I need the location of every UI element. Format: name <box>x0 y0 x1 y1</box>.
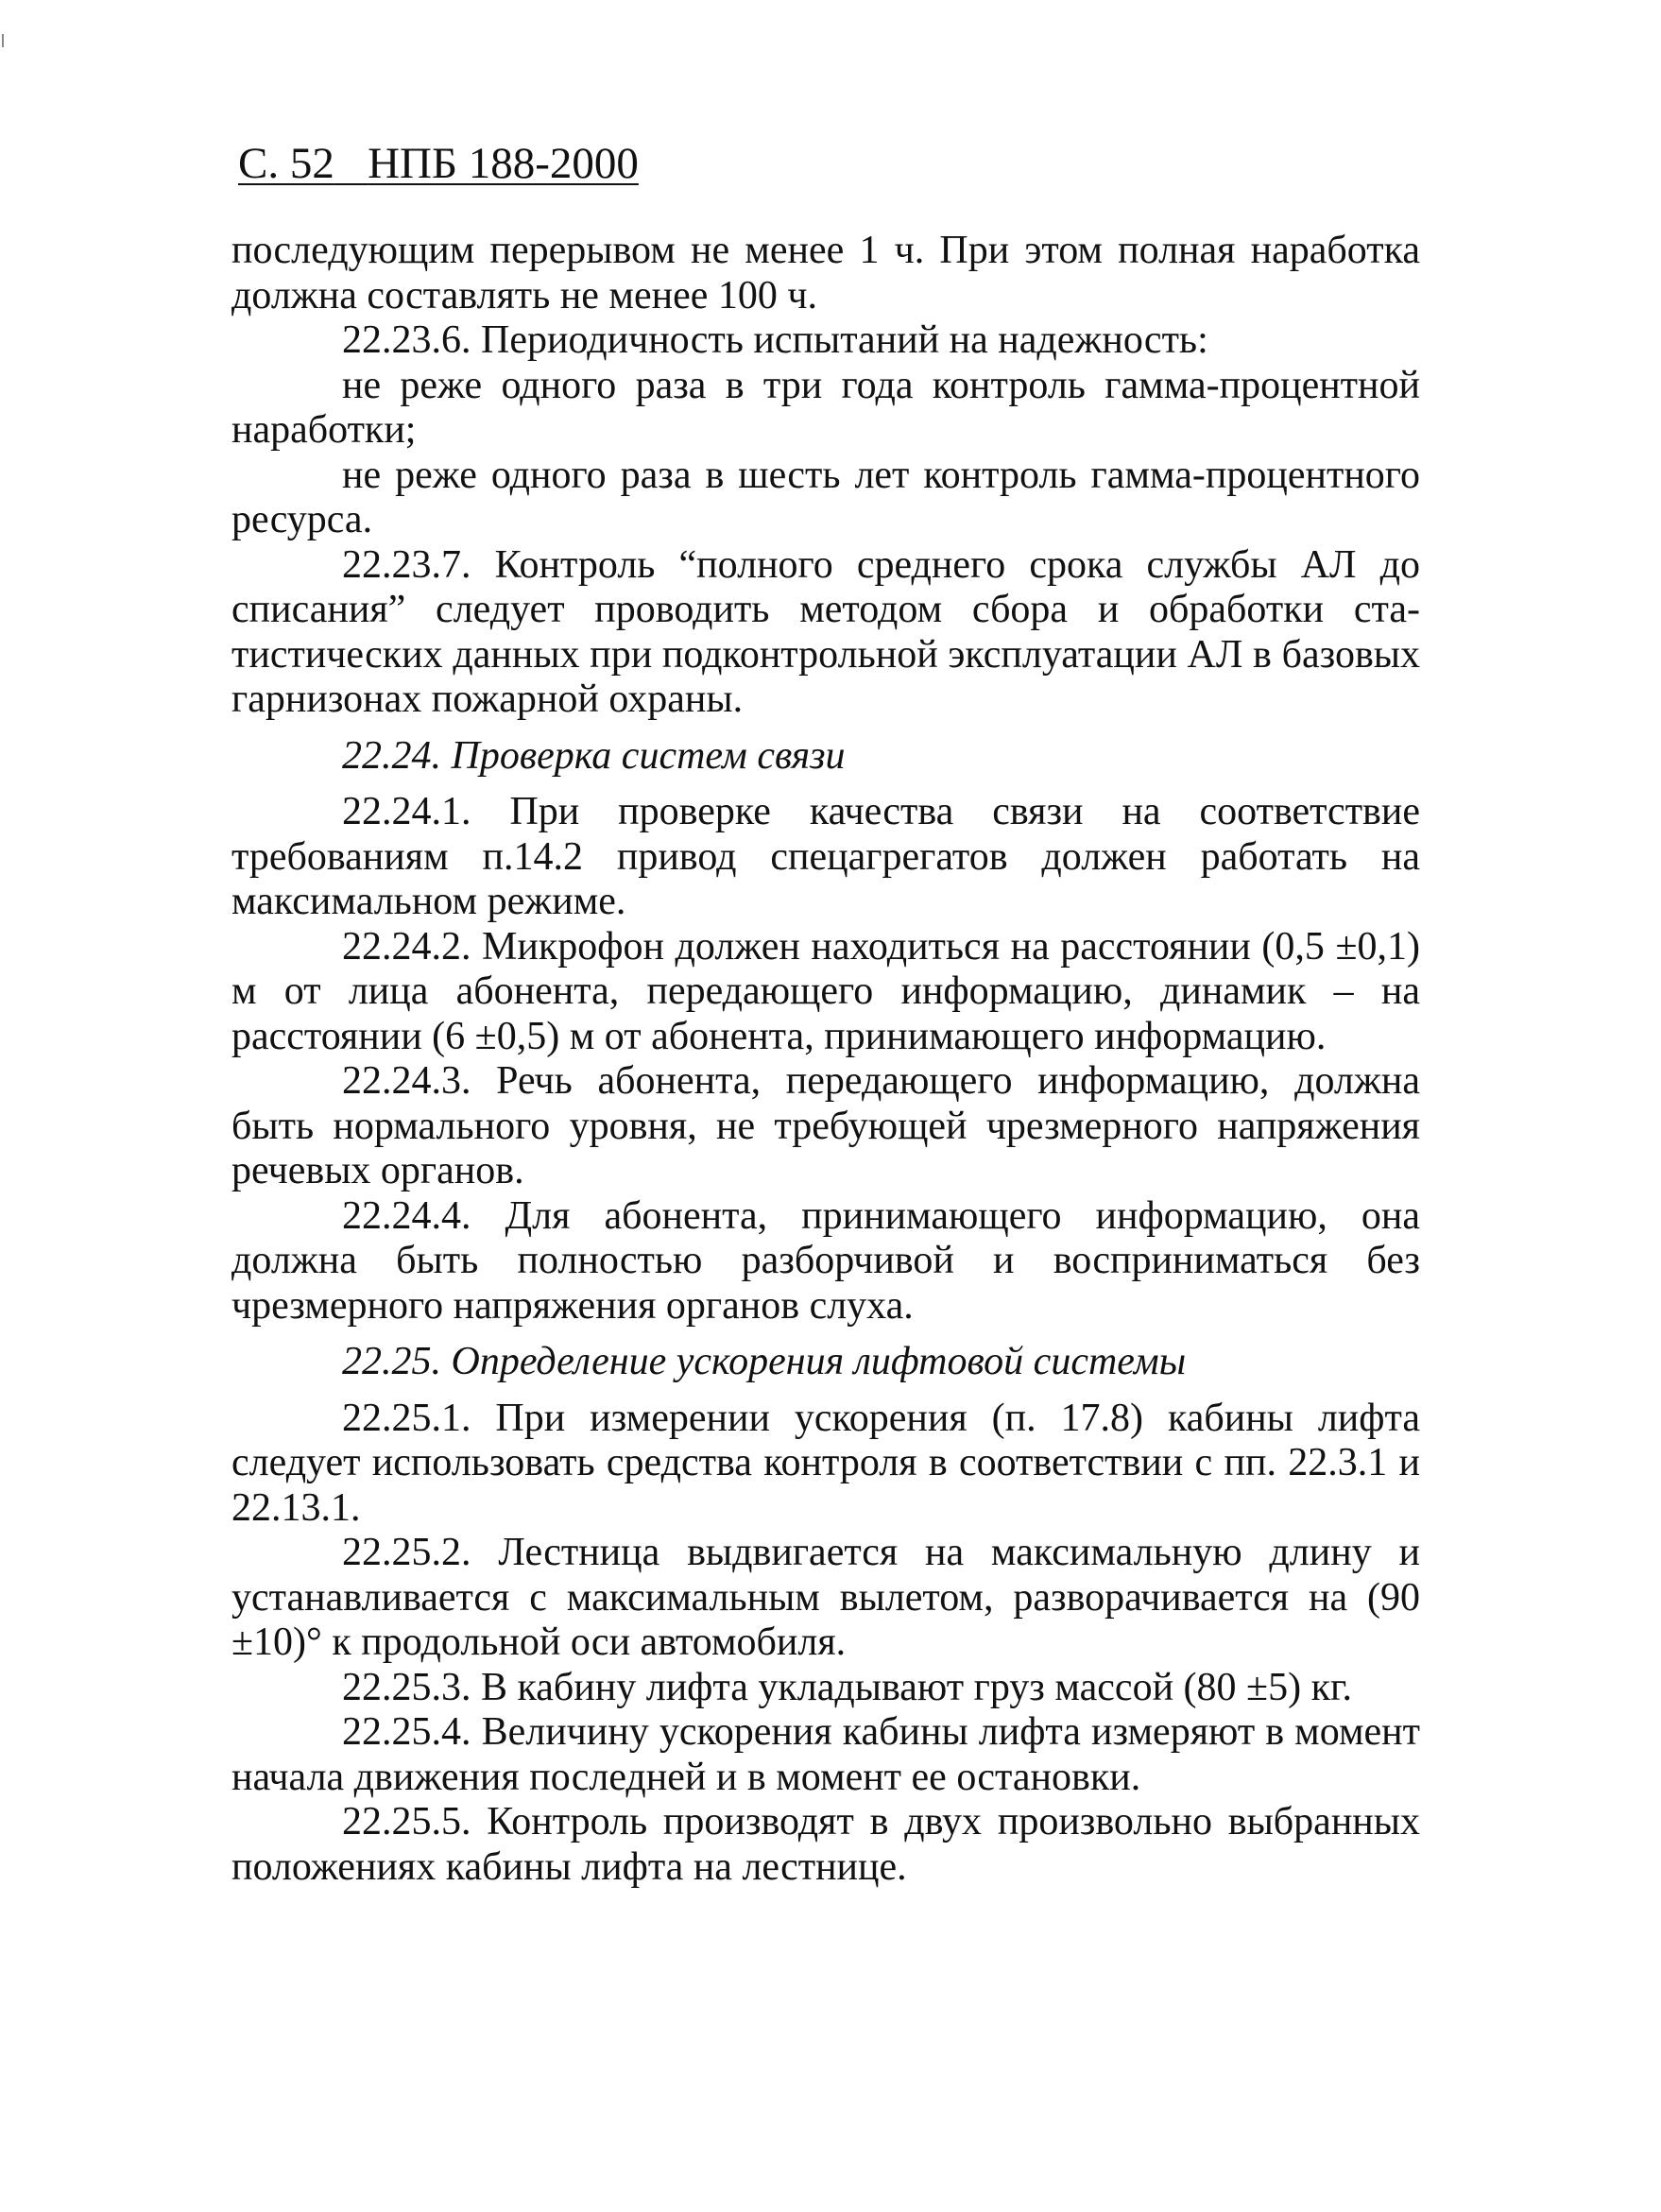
page-number: С. 52 <box>238 139 334 188</box>
paragraph-22-24-1: 22.24.1. При проверке качества связи на соответствие требованиям п.14.2 привод спецагрегатов должен работать на максимальном режиме. <box>231 790 1420 923</box>
paragraph-list-item: не реже одного раза в три года контроль гамма-процентной наработки; <box>231 363 1420 452</box>
section-heading-22-25: 22.25. Определение ускорения лифтовой системы <box>342 1340 1187 1383</box>
paragraph-list-item: не реже одного раза в шесть лет контроль гамма-процентного ресурса. <box>231 453 1420 541</box>
scan-edge-mark <box>2 34 4 47</box>
document-code: НПБ 188-2000 <box>368 139 639 188</box>
paragraph-22-23-6: 22.23.6. Периодичность испытаний на надежность: <box>342 318 1208 362</box>
paragraph-22-25-2: 22.25.2. Лестница выдвигается на максимальную длину и устанавливается с максимальным вылетом, разворачивается на (90 ±10)° к продольной оси автомобиля. <box>231 1531 1420 1664</box>
paragraph-22-23-7: 22.23.7. Контроль “полного среднего срока службы АЛ до списания” следует проводить методом сбора и обработки статистических данных при подконтрольной эксплуатации АЛ в базовых гарнизонах пожарной охраны. <box>231 542 1420 721</box>
paragraph-22-25-1: 22.25.1. При измерении ускорения (п. 17.8) кабины лифта следует использовать средства контроля в соответствии с пп. 22.3.1 и 22.13.1. <box>231 1396 1420 1530</box>
paragraph-22-24-4: 22.24.4. Для абонента, принимающего информацию, она должна быть полностью разборчивой и восприниматься без чрезмерного напряжения органов слуха. <box>231 1193 1420 1328</box>
paragraph-continuation: последующим перерывом не менее 1 ч. При этом полная наработка должна составлять не менее 100 ч. <box>231 229 1420 317</box>
paragraph-22-25-4: 22.25.4. Величину ускорения кабины лифта измеряют в момент начала движения последней и в момент ее остановки. <box>231 1710 1420 1799</box>
document-body <box>231 229 1420 1890</box>
section-heading-22-24: 22.24. Проверка систем связи <box>342 733 846 778</box>
paragraph-22-24-2: 22.24.2. Микрофон должен находиться на расстоянии (0,5 ±0,1) м от лица абонента, передающего информацию, динамик – на расстоянии (6 ±0,5) м от абонента, принимающего информацию. <box>231 924 1420 1058</box>
paragraph-22-25-3: 22.25.3. В кабину лифта укладывают груз массой (80 ±5) кг. <box>342 1665 1352 1709</box>
paragraph-22-25-5: 22.25.5. Контроль производят в двух произвольно выбранных положениях кабины лифта на лестнице. <box>231 1800 1420 1889</box>
page-header <box>238 139 639 188</box>
paragraph-22-24-3: 22.24.3. Речь абонента, передающего информацию, должна быть нормального уровня, не требующей чрезмерного напряжения речевых органов. <box>231 1059 1420 1192</box>
